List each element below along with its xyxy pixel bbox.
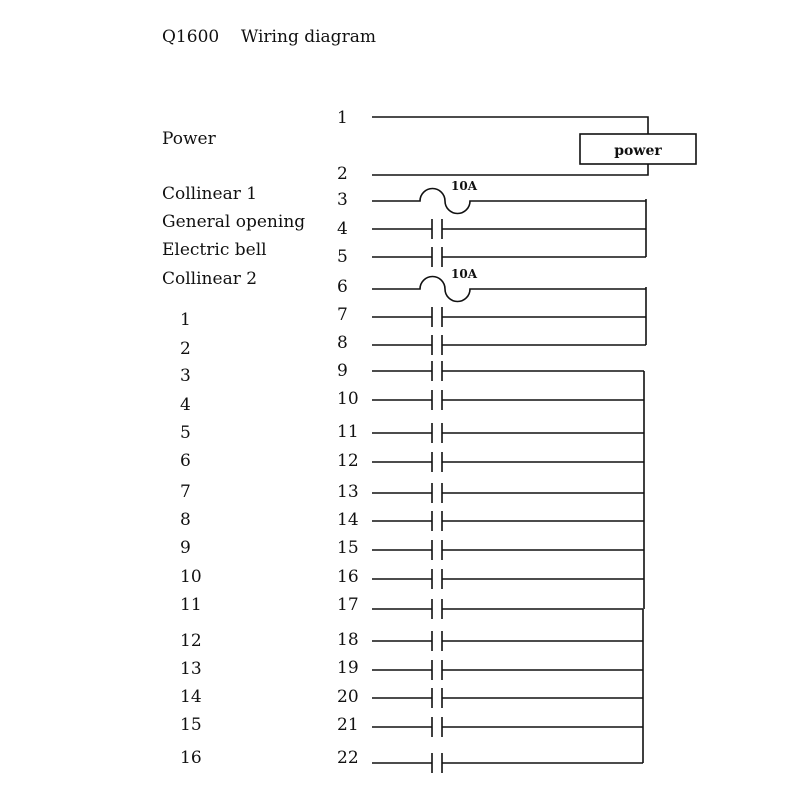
left-label-collinear-1: Collinear 1	[162, 184, 258, 204]
contact-5	[372, 247, 646, 267]
contact-4	[372, 219, 646, 239]
power-wire-2	[372, 164, 648, 175]
power-label: Power	[162, 129, 216, 149]
contact-18	[372, 631, 643, 651]
fuse-2-rating: 10A	[451, 267, 478, 281]
terminal-number: 18	[337, 630, 359, 650]
terminal-number: 11	[337, 422, 359, 442]
sub-number: 2	[180, 339, 191, 359]
contact-13	[372, 483, 644, 503]
sub-number: 14	[180, 687, 202, 707]
sub-number: 4	[180, 395, 191, 415]
contact-10	[372, 390, 644, 410]
terminal-number: 10	[337, 389, 359, 409]
contact-7	[372, 307, 646, 327]
sub-number: 12	[180, 631, 202, 651]
contact-11	[372, 423, 644, 443]
sub-number: 9	[180, 538, 191, 558]
contact-9	[372, 361, 644, 381]
fuse-2	[372, 277, 646, 302]
terminal-number: 22	[337, 748, 359, 768]
contact-20	[372, 688, 643, 708]
power-wire-1	[372, 117, 648, 134]
terminal-number: 20	[337, 687, 359, 707]
contact-17	[372, 599, 643, 619]
sub-number: 6	[180, 451, 191, 471]
left-label-general-opening: General opening	[162, 212, 306, 232]
sub-number: 7	[180, 482, 191, 502]
fuse-1-rating: 10A	[451, 179, 478, 193]
terminal-number: 1	[337, 108, 348, 128]
sub-number: 5	[180, 423, 191, 443]
sub-number: 16	[180, 748, 202, 768]
power-box-label: power	[614, 143, 662, 159]
contact-15	[372, 540, 644, 560]
sub-number: 11	[180, 595, 202, 615]
terminal-number: 2	[337, 164, 348, 184]
contact-19	[372, 660, 643, 680]
contact-16	[372, 569, 644, 589]
contact-14	[372, 511, 644, 531]
terminal-number: 21	[337, 715, 359, 735]
sub-number: 1	[180, 310, 191, 330]
terminal-number: 6	[337, 277, 348, 297]
left-label-electric-bell: Electric bell	[162, 240, 267, 260]
terminal-number: 15	[337, 538, 359, 558]
terminal-number: 7	[337, 305, 348, 325]
terminal-number: 4	[337, 219, 348, 239]
terminal-number: 16	[337, 567, 359, 587]
contact-12	[372, 452, 644, 472]
bus-3	[643, 371, 644, 763]
contact-22	[372, 753, 643, 773]
terminal-number: 13	[337, 482, 359, 502]
terminal-number: 17	[337, 595, 359, 615]
sub-number: 8	[180, 510, 191, 530]
terminal-number: 14	[337, 510, 359, 530]
terminal-number: 8	[337, 333, 348, 353]
contact-21	[372, 717, 643, 737]
sub-number: 13	[180, 659, 202, 679]
fuse-1	[372, 189, 646, 214]
sub-number: 3	[180, 366, 191, 386]
terminal-number: 3	[337, 190, 348, 210]
contact-8	[372, 335, 646, 355]
terminal-number: 12	[337, 451, 359, 471]
terminal-number: 5	[337, 247, 348, 267]
page-title: Q1600 Wiring diagram	[162, 27, 376, 47]
terminal-number: 19	[337, 658, 359, 678]
left-label-collinear-2: Collinear 2	[162, 269, 258, 289]
sub-number: 10	[180, 567, 202, 587]
terminal-number: 9	[337, 361, 348, 381]
sub-number: 15	[180, 715, 202, 735]
